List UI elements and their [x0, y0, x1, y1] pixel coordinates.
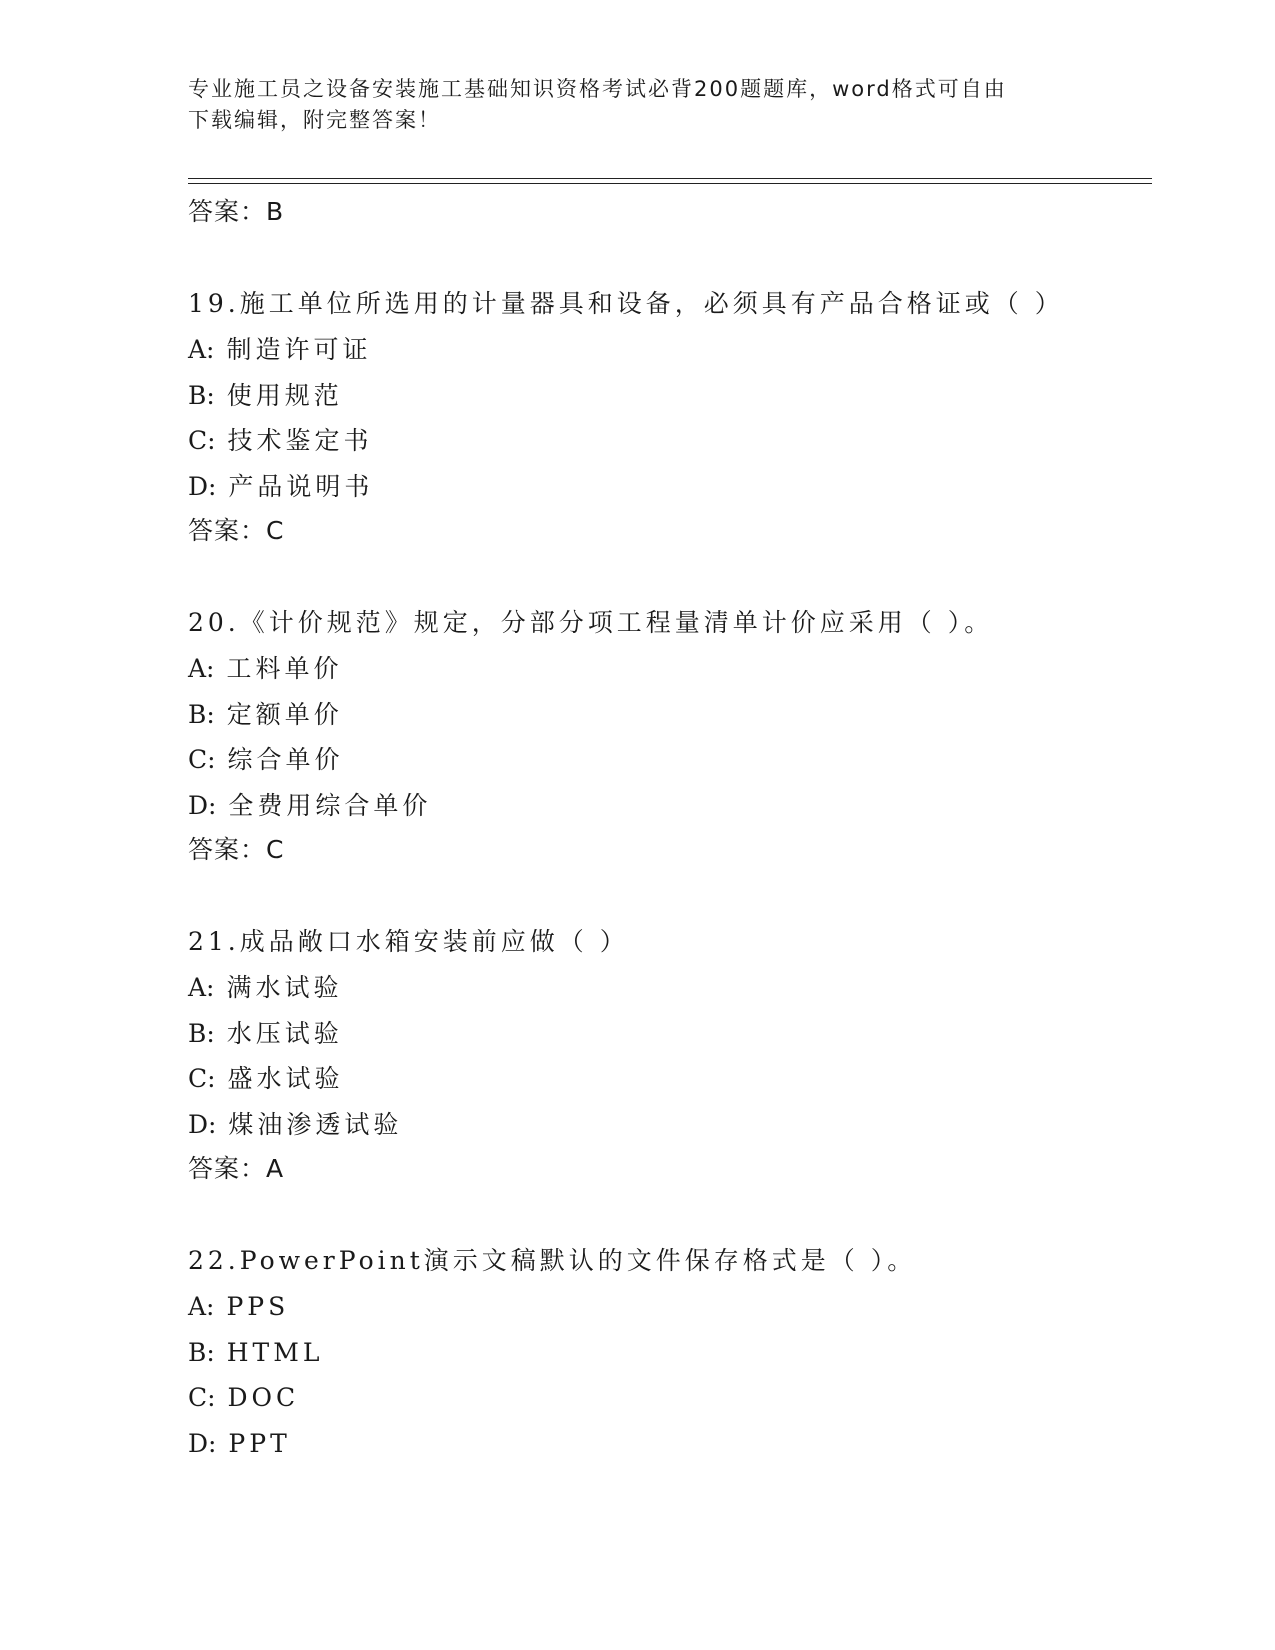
header-divider-bottom: [188, 183, 1152, 184]
answer-line: 答案：A: [188, 1154, 285, 1183]
option-text: 满水试验: [226, 973, 343, 1002]
option-text: 水压试验: [226, 1018, 343, 1048]
option-text: PPS: [226, 1292, 290, 1321]
option-text: 盛水试验: [227, 1064, 344, 1093]
question-19: [188, 281, 1148, 553]
option-letter: D:: [188, 1428, 217, 1458]
option-a: [188, 1284, 1148, 1330]
option-text: HTML: [226, 1337, 324, 1367]
option-letter: D:: [188, 1109, 217, 1139]
option-b: [188, 692, 1148, 738]
option-a: [188, 646, 1148, 692]
header-line-2: 下载编辑，附完整答案！: [188, 108, 441, 132]
spacer: [188, 553, 1148, 600]
option-text: 工料单价: [226, 654, 343, 683]
header-divider-top: [188, 178, 1152, 179]
question-20: [188, 600, 1148, 872]
option-letter: D:: [188, 790, 217, 820]
spacer: [188, 234, 1148, 281]
option-letter: A:: [188, 1292, 215, 1321]
question-21: [188, 919, 1148, 1191]
option-d: [188, 1102, 1148, 1148]
option-b: [188, 373, 1148, 419]
header-line-1: 专业施工员之设备安装施工基础知识资格考试必背200题题库，word格式可自由: [188, 77, 1007, 101]
option-a: [188, 965, 1148, 1011]
option-b: [188, 1330, 1148, 1376]
answer-line: 答案：C: [188, 516, 285, 545]
option-text: 全费用综合单价: [228, 790, 432, 820]
option-text: DOC: [227, 1383, 300, 1412]
option-letter: C:: [188, 1383, 216, 1412]
question-list: [188, 190, 1148, 1466]
option-c: [188, 1056, 1148, 1102]
option-d: [188, 783, 1148, 829]
option-c: [188, 418, 1148, 464]
option-letter: C:: [188, 1064, 216, 1093]
option-letter: D:: [188, 471, 217, 501]
option-letter: B:: [188, 699, 215, 729]
spacer: [188, 872, 1148, 919]
option-letter: A:: [188, 335, 215, 364]
option-text: 制造许可证: [226, 335, 372, 364]
previous-answer: 答案：B: [188, 197, 285, 226]
option-c: [188, 737, 1148, 783]
option-b: [188, 1011, 1148, 1057]
option-d: [188, 1421, 1148, 1467]
question-stem: 22.PowerPoint演示文稿默认的文件保存格式是（ ）。: [188, 1246, 917, 1275]
option-text: 煤油渗透试验: [228, 1109, 403, 1139]
option-text: 使用规范: [226, 380, 343, 410]
document-header: [188, 74, 1068, 136]
option-letter: B:: [188, 1018, 215, 1048]
option-text: 综合单价: [227, 745, 344, 774]
option-letter: C:: [188, 426, 216, 455]
option-letter: B:: [188, 1337, 215, 1367]
question-stem: 19.施工单位所选用的计量器具和设备，必须具有产品合格证或（ ）: [188, 289, 1064, 318]
option-d: [188, 464, 1148, 510]
question-22: [188, 1238, 1148, 1466]
option-text: 产品说明书: [228, 471, 374, 501]
option-a: [188, 327, 1148, 373]
option-letter: A:: [188, 654, 215, 683]
option-letter: B:: [188, 380, 215, 410]
question-stem: 20.《计价规范》规定，分部分项工程量清单计价应采用（ ）。: [188, 608, 994, 637]
option-text: 定额单价: [226, 699, 343, 729]
option-letter: A:: [188, 973, 215, 1002]
answer-line: 答案：C: [188, 835, 285, 864]
option-letter: C:: [188, 745, 216, 774]
spacer: [188, 1191, 1148, 1238]
option-text: 技术鉴定书: [227, 426, 373, 455]
option-c: [188, 1375, 1148, 1421]
question-stem: 21.成品敞口水箱安装前应做（ ）: [188, 927, 629, 956]
option-text: PPT: [228, 1428, 291, 1458]
